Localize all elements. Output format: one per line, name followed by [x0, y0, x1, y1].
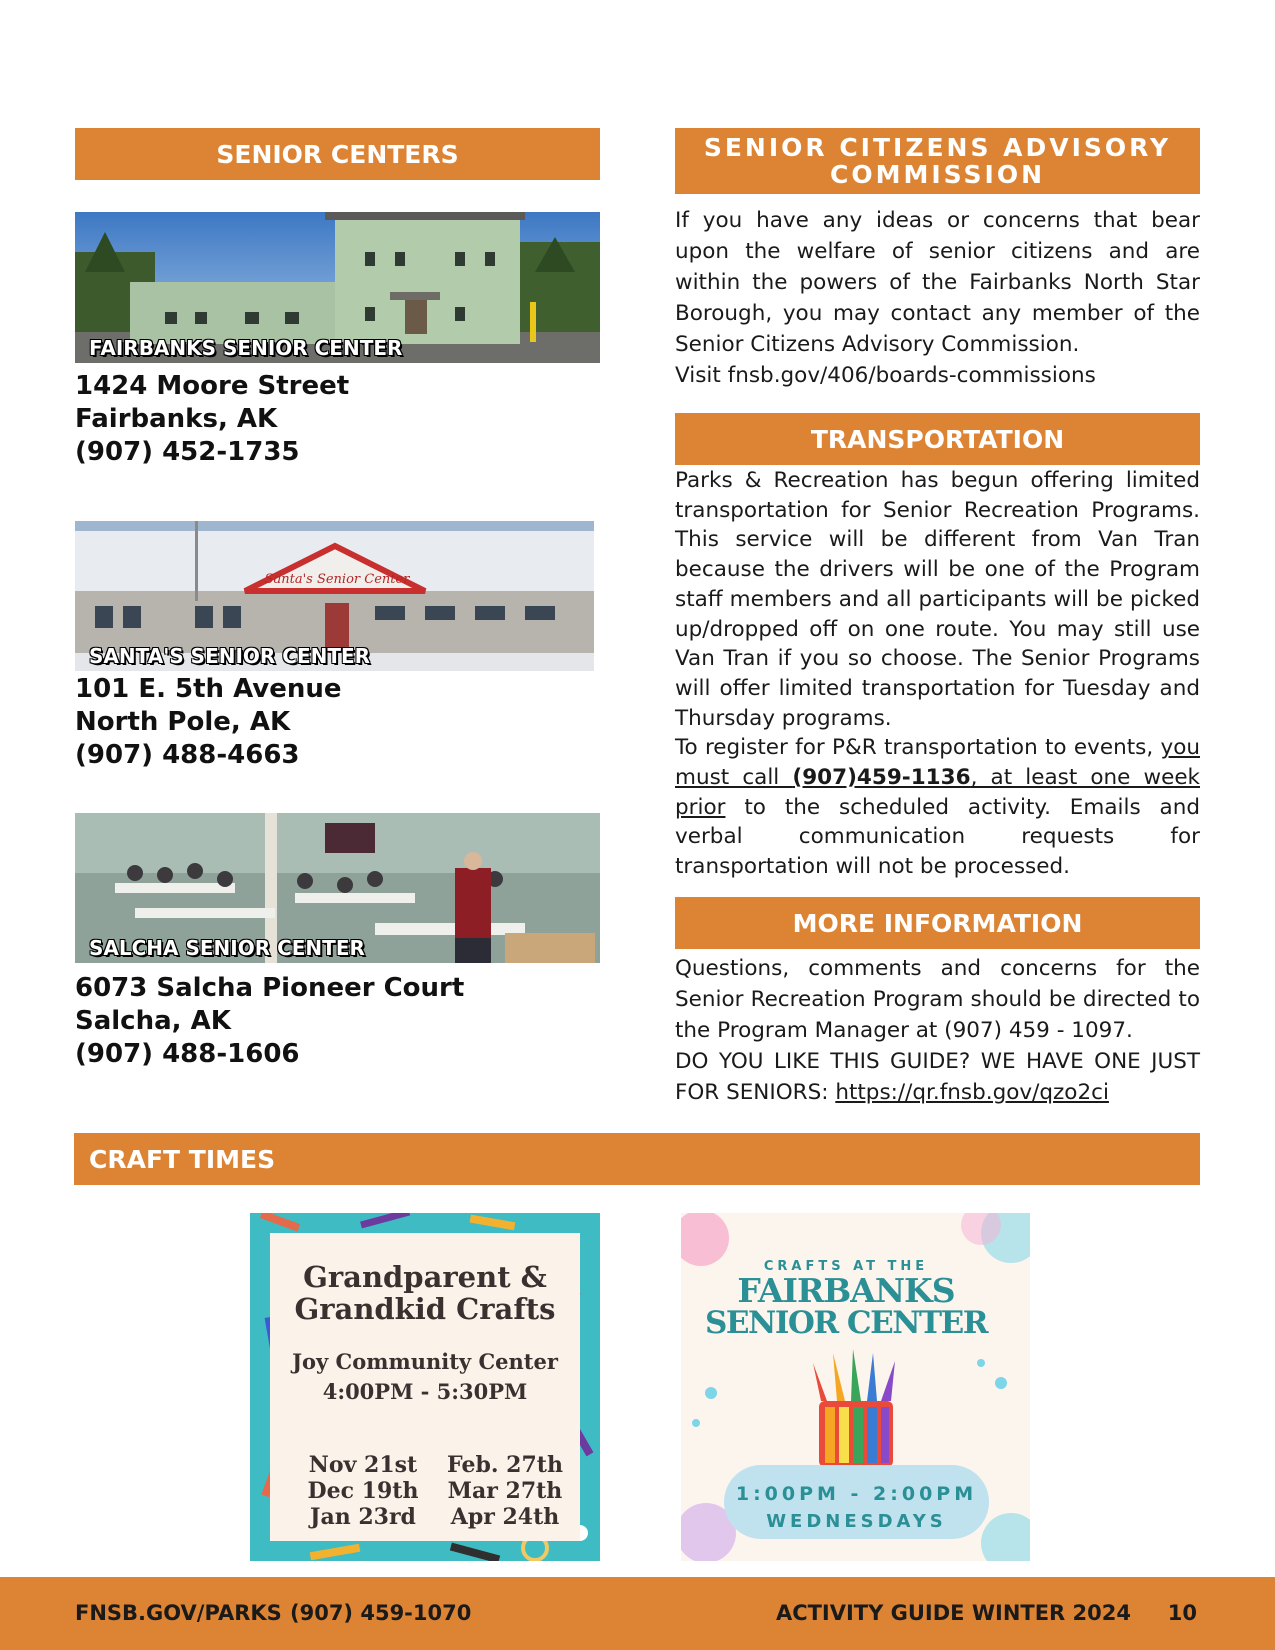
- santas-city: North Pole, AK: [75, 707, 291, 737]
- santas-photo-caption: SANTA'S SENIOR CENTER: [89, 644, 371, 668]
- santas-senior-center-photo: [75, 521, 594, 671]
- advisory-visit: Visit fnsb.gov/406/boards-commissions: [675, 363, 1096, 388]
- senior-centers-heading: [75, 128, 600, 180]
- fairbanks-city: Fairbanks, AK: [75, 404, 278, 434]
- santas-street: 101 E. 5th Avenue: [75, 674, 342, 704]
- poster1-date: Apr 24th: [450, 1504, 560, 1530]
- more-information-heading-text: MORE INFORMATION: [792, 908, 1083, 938]
- transportation-register: [675, 733, 1200, 882]
- register-must-call: you must call: [675, 735, 1200, 791]
- register-week-prior: , at least one week prior: [675, 765, 1200, 820]
- page-number: 10: [1167, 1601, 1197, 1625]
- poster1-title-line1: Grandparent &: [303, 1260, 547, 1294]
- footer-site-link[interactable]: FNSB.GOV/PARKS: [75, 1601, 282, 1625]
- pencil-cup-icon: [813, 1349, 895, 1467]
- poster2-day: WEDNESDAYS: [766, 1511, 947, 1532]
- poster1-date: Feb. 27th: [447, 1452, 563, 1478]
- poster1-date: Mar 27th: [447, 1478, 563, 1504]
- register-tail: to the scheduled activity. Emails and verbal communication requests for transportation will not be processed.: [675, 794, 1200, 880]
- more-information-text: [675, 953, 1200, 1108]
- senior-centers-heading-text: SENIOR CENTERS: [216, 139, 459, 169]
- poster2-time: 1:00PM - 2:00PM: [735, 1483, 978, 1505]
- advisory-heading-line2: COMMISSION: [829, 160, 1046, 189]
- poster1-time: 4:00PM - 5:30PM: [322, 1379, 528, 1404]
- grandparent-crafts-poster: [250, 1213, 600, 1561]
- poster1-date: Jan 23rd: [310, 1504, 416, 1530]
- fairbanks-street: 1424 Moore Street: [75, 371, 350, 401]
- page-footer: [0, 1577, 1275, 1650]
- fairbanks-senior-center-photo: [75, 212, 600, 363]
- guide-link[interactable]: https://qr.fnsb.gov/qzo2ci: [835, 1080, 1109, 1105]
- salcha-city: Salcha, AK: [75, 1006, 231, 1036]
- transportation-heading: [675, 413, 1200, 465]
- salcha-senior-center-photo: [75, 813, 600, 963]
- craft-times-heading: [74, 1133, 1200, 1185]
- salcha-street: 6073 Salcha Pioneer Court: [75, 973, 465, 1003]
- more-information-heading: [675, 897, 1200, 949]
- poster1-location: Joy Community Center: [292, 1349, 558, 1374]
- transportation-body: Parks & Recreation has begun offering limited transportation for Senior Recreation Programs. This service will be different from Van Tran because the drivers will be one of the Program staff members and all participants will be picked up/dropped off on one route. You may still use Van Tran if you so choose. The Senior Programs will offer limited transportation for Tuesday and Thursday programs.: [675, 468, 1200, 731]
- fairbanks-address: [75, 370, 600, 469]
- salcha-photo-caption: SALCHA SENIOR CENTER: [89, 936, 365, 960]
- santas-sign-text: Santa's Senior Center: [264, 572, 410, 587]
- advisory-text: [675, 205, 1200, 391]
- register-phone-link[interactable]: (907)459-1136: [792, 765, 971, 791]
- poster1-date: Nov 21st: [308, 1452, 418, 1478]
- craft-times-heading-text: CRAFT TIMES: [89, 1144, 276, 1174]
- salcha-phone: (907) 488-1606: [75, 1039, 300, 1069]
- transportation-heading-text: TRANSPORTATION: [810, 424, 1065, 454]
- poster2-title-line1: FAIRBANKS: [737, 1271, 955, 1310]
- poster2-kicker: CRAFTS AT THE: [763, 1259, 929, 1274]
- santas-phone: (907) 488-4663: [75, 740, 300, 770]
- guide-prompt: DO YOU LIKE THIS GUIDE? WE HAVE ONE JUST FOR SENIORS:: [675, 1049, 1200, 1105]
- fairbanks-crafts-poster: [681, 1213, 1030, 1561]
- poster1-dates-left: [288, 1452, 438, 1530]
- transportation-text: [675, 466, 1200, 882]
- advisory-commission-heading: [675, 128, 1200, 194]
- footer-phone: (907) 459-1070: [290, 1601, 472, 1625]
- advisory-body: If you have any ideas or concerns that bear upon the welfare of senior citizens and are within the powers of the Fairbanks North Star Borough, you may contact any member of the Senior Citizens Advisory Commission.: [675, 208, 1200, 357]
- footer-guide-title: ACTIVITY GUIDE WINTER 2024: [775, 1601, 1131, 1625]
- poster1-dates-right: [430, 1452, 580, 1530]
- poster1-date: Dec 19th: [307, 1478, 419, 1504]
- poster1-panel: [270, 1233, 580, 1541]
- poster2-title-line2: SENIOR CENTER: [704, 1305, 987, 1341]
- more-info-guide: [675, 1046, 1200, 1108]
- fairbanks-photo-caption: FAIRBANKS SENIOR CENTER: [89, 336, 403, 360]
- advisory-heading-line1: SENIOR CITIZENS ADVISORY: [703, 133, 1172, 162]
- fairbanks-phone: (907) 452-1735: [75, 437, 300, 467]
- register-lead: To register for P&R transportation to events,: [675, 735, 1161, 761]
- santas-address: [75, 673, 600, 772]
- more-info-body: Questions, comments and concerns for the Senior Recreation Program should be directed to the Program Manager at (907) 459 - 1097.: [675, 956, 1200, 1043]
- poster1-title-line2: Grandkid Crafts: [294, 1292, 556, 1326]
- salcha-address: [75, 972, 600, 1071]
